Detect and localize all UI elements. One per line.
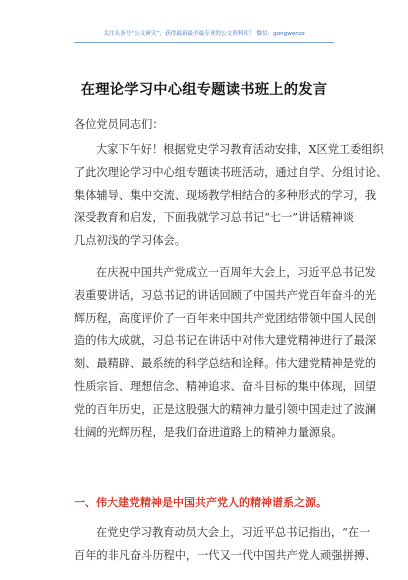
header-divider <box>74 42 334 43</box>
paragraph-3 <box>74 522 377 568</box>
paragraph-2-line: 壮阔的光辉历程，是我们奋进道路上的精神力量源泉。 <box>74 425 343 439</box>
paragraph-2-line: 在庆祝中国共产党成立一百周年大会上，习近平总书记发 <box>96 266 376 279</box>
paragraph-2-line: 性质宗旨、理想信念、精神追求、奋斗目标的集中体现，回望 <box>74 379 377 393</box>
header-banner: 关注头条号“公文研究”，获得最新最全最专业的公文资料库！ 微信：gongwenzz <box>103 31 305 37</box>
paragraph-1-line: 大家下午好！根据党史学习教育活动安排，X区党工委组织 <box>96 143 384 156</box>
paragraph-2-line: 表重要讲话，习总书记的讲话回顾了中国共产党百年奋斗的光 <box>74 288 377 302</box>
greeting-line: 各位党员同志们： <box>74 118 164 131</box>
document-title: 在理论学习中心组专题读书班上的发言 <box>80 82 328 98</box>
paragraph-2-line: 辉历程，高度评价了一百年来中国共产党团结带领中国人民创 <box>74 311 377 325</box>
paragraph-1-line: 深受教育和启发，下面我就学习总书记“七一”讲话精神谈 <box>74 211 354 225</box>
paragraph-3-line: 百年的非凡奋斗历程中，一代又一代中国共产党人顽强拼搏、 <box>74 548 377 562</box>
paragraph-2-line: 党的百年历史，正是这股强大的精神力量引领中国走过了波澜 <box>74 402 377 416</box>
paragraph-3-line: 在党史学习教育动员大会上，习近平总书记指出，“在一 <box>96 526 371 539</box>
section-heading: 一、伟大建党精神是中国共产党人的精神谱系之源。 <box>74 496 327 509</box>
paragraph-1-line: 了此次理论学习中心组专题读书班活动，通过自学、分组讨论、 <box>74 165 388 179</box>
paragraph-1-line: 集体辅导、集中交流、现场教学相结合的多种形式的学习，我 <box>74 188 377 202</box>
paragraph-2 <box>74 262 377 444</box>
paragraph-1 <box>74 139 388 253</box>
paragraph-1-line: 几点初浅的学习体会。 <box>74 234 186 248</box>
paragraph-2-line: 刻、最精辟、最系统的科学总结和诠释。伟大建党精神是党的 <box>74 357 377 371</box>
paragraph-2-line: 造的伟大成就，习总书记在讲话中对伟大建党精神进行了最深 <box>74 334 377 348</box>
